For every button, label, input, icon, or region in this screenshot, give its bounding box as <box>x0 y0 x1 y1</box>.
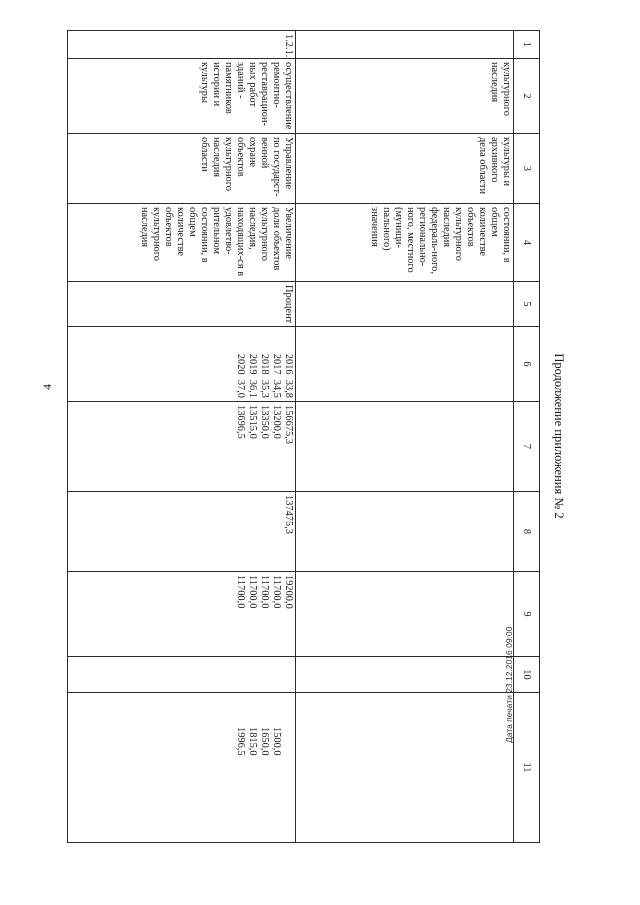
unit-cell: Процент <box>68 282 296 327</box>
table-cell <box>296 657 514 693</box>
table-cell <box>296 282 514 327</box>
federal-funding-cell <box>68 492 296 572</box>
table-row-1-2-1 <box>68 31 296 843</box>
column-number: 5 <box>514 282 540 327</box>
indicator-value: 36,1 <box>247 379 258 398</box>
indicator-cell: состоянии, в общем количестве объектов культурного наследия федераль-ного, регионально-ного, местного (муници-пального) значения <box>296 204 514 282</box>
continuation-row <box>296 31 514 843</box>
rotated-landscape-page <box>97 30 567 842</box>
amount <box>282 727 294 839</box>
column-number: 3 <box>514 134 540 204</box>
amount: 1996,5 <box>235 727 246 756</box>
column-number: 11 <box>514 693 540 843</box>
column-number: 10 <box>514 657 540 693</box>
amount: 13200,0 <box>271 405 282 439</box>
indicator-value: 35,3 <box>259 379 270 398</box>
amount: 1815,0 <box>247 727 258 756</box>
column-number: 2 <box>514 59 540 134</box>
year-label: 2017 <box>271 353 282 375</box>
amount: 156675,3 <box>283 405 294 444</box>
indicator-value: 37,0 <box>235 379 246 398</box>
table-cell <box>296 572 514 657</box>
appendix-continuation-caption: Продолжение приложения № 2 <box>552 353 566 519</box>
year-label: 2016 <box>283 353 294 375</box>
responsible-cell: культурного наследия <box>296 59 514 134</box>
amount: 19200,0 <box>283 575 294 609</box>
column-number-row <box>514 31 540 843</box>
executor-cell: культуры и архивного дела области <box>296 134 514 204</box>
item-number-cell: 1.2.1. <box>68 31 296 59</box>
table-cell <box>296 492 514 572</box>
executor-cell: Управление по государст-венной охране объектов культурного наследия области <box>68 134 296 204</box>
total-funding-cell <box>68 402 296 492</box>
column-number: 8 <box>514 492 540 572</box>
column-number: 6 <box>514 327 540 402</box>
program-table <box>67 30 540 843</box>
amount: 13696,5 <box>235 405 246 439</box>
column-number: 1 <box>514 31 540 59</box>
amount: 11700,0 <box>235 575 246 609</box>
regional-funding-cell <box>68 572 296 657</box>
table-cell <box>296 402 514 492</box>
amount: 13515,0 <box>247 405 258 439</box>
indicator-cell: Увеличение доли объектов культурного наследия, находящих-ся в удовлетво-рительном состоянии, в общем количестве объектов культурного наследия <box>68 204 296 282</box>
table-cell <box>296 327 514 402</box>
indicator-value: 34,5 <box>271 379 282 398</box>
activity-cell: осуществление ремонтно-реставрацион-ных работ зданий - памятников истории и культуры <box>68 59 296 134</box>
year-label: 2019 <box>247 353 258 375</box>
column-number: 4 <box>514 204 540 282</box>
amount: 11700,0 <box>247 575 258 609</box>
year-label: 2018 <box>259 353 270 375</box>
amount: 11700,0 <box>259 575 270 609</box>
year-value-cell <box>68 327 296 402</box>
amount: 1650,0 <box>259 727 270 756</box>
year-label: 2020 <box>235 353 246 375</box>
local-funding-cell <box>68 657 296 693</box>
table-cell <box>296 31 514 59</box>
table-cell <box>296 693 514 843</box>
print-date-stamp: Дата печати 23.12.2016 09:00 <box>504 626 514 743</box>
page-number: 4 <box>40 384 54 390</box>
other-funding-cell <box>68 693 296 843</box>
amount: 11700,0 <box>271 575 282 609</box>
column-number: 7 <box>514 402 540 492</box>
amount: 137475,3 <box>283 495 294 534</box>
amount: 1500,0 <box>271 727 282 756</box>
indicator-value: 33,8 <box>283 379 294 398</box>
amount: 13350,0 <box>259 405 270 439</box>
column-number: 9 <box>514 572 540 657</box>
